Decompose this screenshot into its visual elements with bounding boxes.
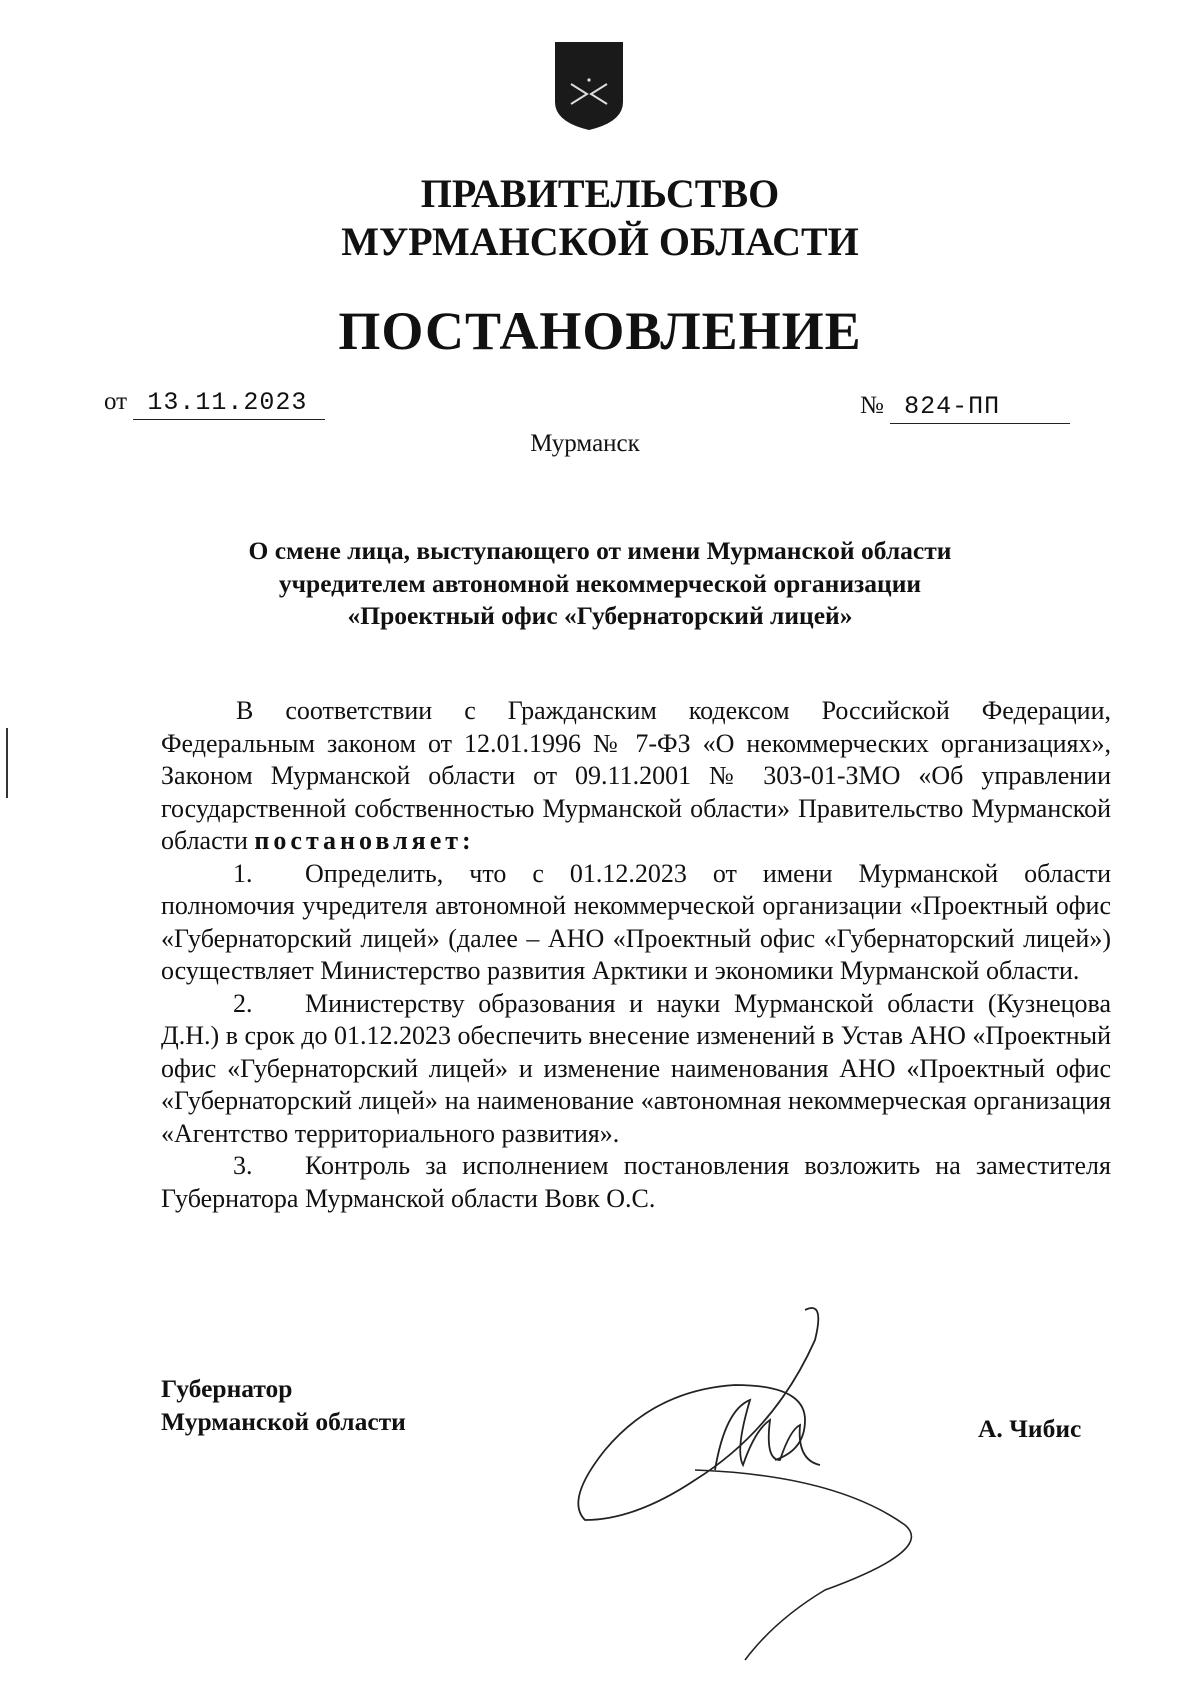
number-field [860, 392, 1070, 424]
document-body [161, 695, 1111, 1215]
title-line2: учредителем автономной некоммерческой организации [278, 568, 922, 598]
preamble-paragraph [161, 695, 1111, 858]
margin-mark [6, 728, 8, 798]
title-line1: О смене лица, выступающего от имени Мурманской области [248, 536, 952, 565]
signatory-title-line2: Мурманской области [161, 1407, 406, 1436]
list-item [161, 1150, 1111, 1215]
coat-of-arms-icon [553, 40, 625, 132]
city: Мурманск [530, 430, 640, 457]
government-name-line2: МУРМАНСКОЙ ОБЛАСТИ [341, 219, 859, 264]
document-type: ПОСТАНОВЛЕНИЕ [338, 301, 862, 361]
item-text: Министерству образования и науки Мурманской области (Кузнецова Д.Н.) в срок до 01.12.2023 обеспечить внесение изменений в Устав АНО «Проектный офис «Губернаторский лицей» и изменение наименования АНО «Проектный офис «Губернаторский лицей» на наименование «автономная некоммерческая организация «Агентство территориального развития». [161, 988, 1111, 1148]
item-number: 2. [233, 988, 253, 1018]
document-title [160, 535, 1040, 633]
preamble-text: В соответствии с Гражданским кодексом Российской Федерации, Федеральным законом от 12.01.1996 № 7-ФЗ «О некоммерческих организациях», Законом Мурманской области от 09.11.2001 № 303-01-ЗМО «Об управлении государственной собственностью Мурманской области» Правительство Мурманской области [161, 696, 1111, 855]
date-prefix: от [104, 388, 128, 415]
signatory-name: А. Чибис [978, 1414, 1082, 1443]
list-item [161, 858, 1111, 988]
date-field [104, 388, 325, 420]
government-name-line1: ПРАВИТЕЛЬСТВО [420, 171, 780, 216]
title-line3: «Проектный офис «Губернаторский лицей» [347, 601, 853, 630]
decree-word: постановляет: [254, 826, 475, 855]
date-value: 13.11.2023 [133, 388, 325, 420]
item-number: 3. [233, 1151, 253, 1180]
signatory-title-line1: Губернатор [161, 1374, 293, 1403]
item-number: 1. [233, 858, 253, 888]
number-value: 824-ПП [890, 392, 1070, 424]
number-prefix: № [860, 392, 884, 419]
handwritten-signature [575, 1300, 955, 1670]
list-item [161, 988, 1111, 1151]
signatory-title [161, 1372, 406, 1438]
item-text: Контроль за исполнением постановления возложить на заместителя Губернатора Мурманской области Вовк О.С. [161, 1151, 1111, 1213]
item-text: Определить, что с 01.12.2023 от имени Мурманской области полномочия учредителя автономной некоммерческой организации «Проектный офис «Губернаторский лицей» (далее – АНО «Проектный офис «Губернаторский лицей») осуществляет Министерство развития Арктики и экономики Мурманской области. [161, 858, 1111, 985]
